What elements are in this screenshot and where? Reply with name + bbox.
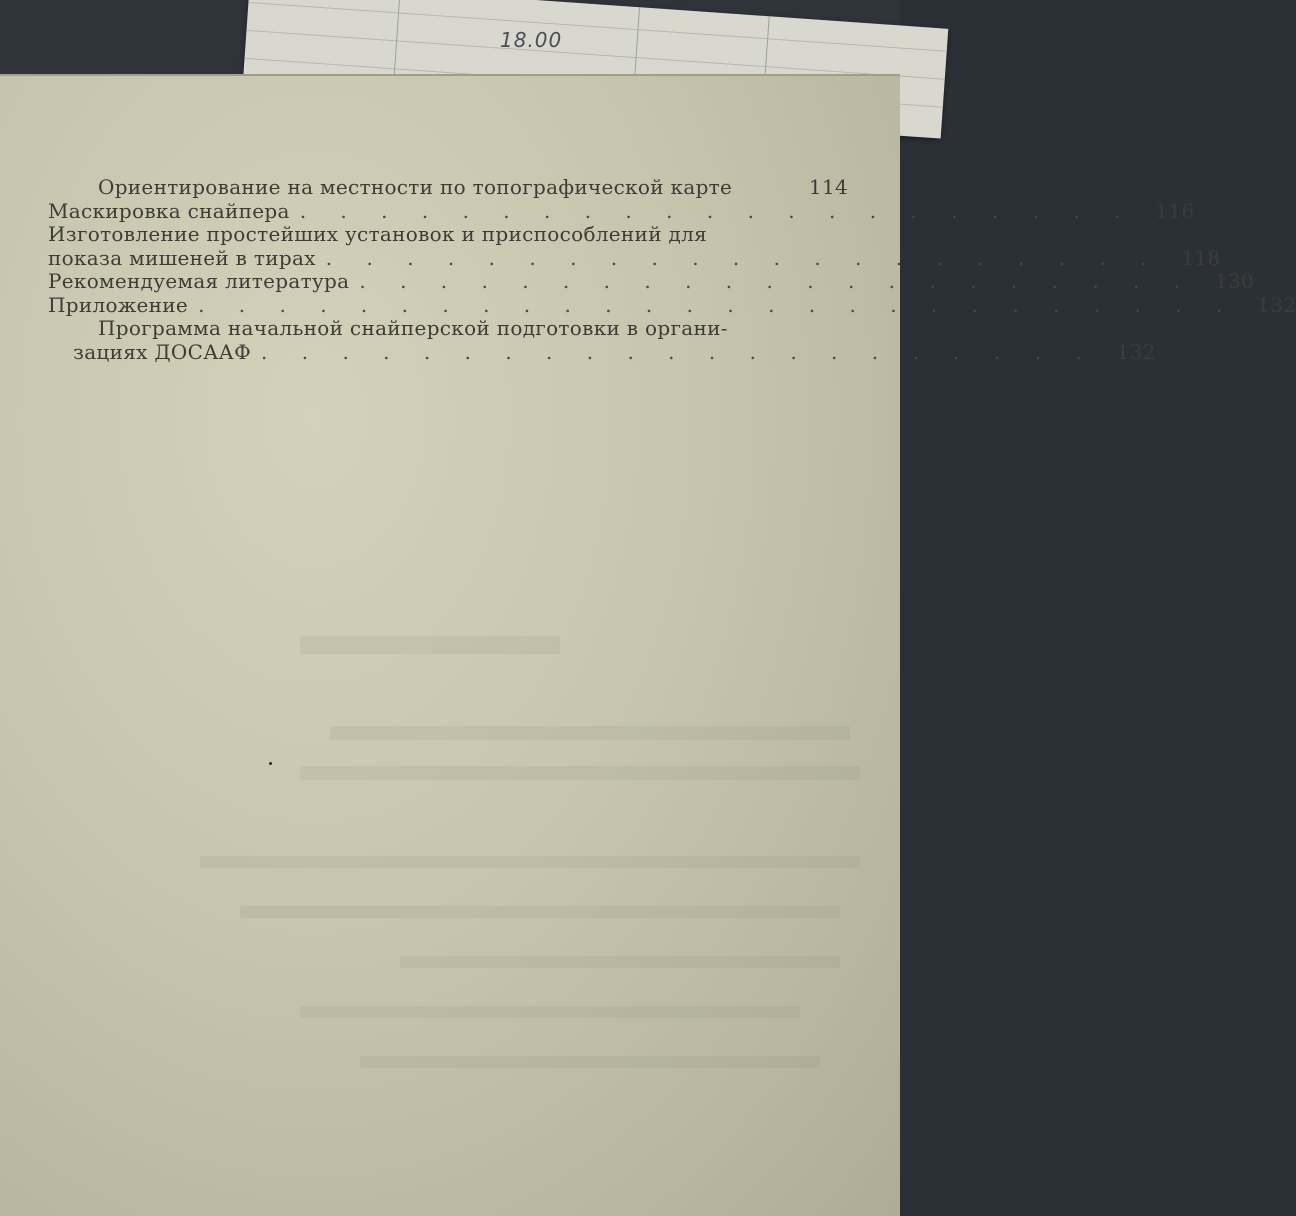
- table-of-contents: [48, 175, 1296, 364]
- dot-leader: . . . . . . . . . . . . . . . . . . . . .: [261, 339, 1096, 364]
- toc-entry-title-line2: показа мишеней в тирах: [48, 245, 316, 270]
- toc-entry-title-line2: зациях ДОСААФ: [73, 339, 252, 364]
- dot-leader: . . . . . . . . . . . . . . . . . . . . . . . . . .: [198, 292, 1237, 317]
- toc-entry: [48, 316, 1156, 364]
- toc-entry-page: 118: [1181, 245, 1221, 270]
- toc-entry: [48, 222, 1221, 270]
- toc-entry: [48, 176, 848, 200]
- toc-entry-title: Рекомендуемая литература: [48, 269, 350, 293]
- toc-entry: [48, 198, 1195, 224]
- dot-leader: . . . . . . . . . . . . . . . . . . . . .: [325, 245, 1161, 270]
- book-page: [0, 74, 1296, 1216]
- toc-entry-page: 114: [808, 175, 848, 199]
- toc-entry-page: 132: [1257, 292, 1296, 317]
- toc-entry-page: 130: [1214, 269, 1255, 293]
- toc-entry-title-line1: Изготовление простейших установок и приспособлений для: [48, 222, 708, 246]
- paper-speck: [269, 762, 272, 765]
- toc-entry-page: 116: [1155, 198, 1195, 223]
- dot-leader: . . . . . . . . . . . . . . . . . . . . .: [299, 198, 1135, 223]
- toc-entry: [48, 269, 1255, 294]
- handwritten-note: 18.00: [500, 28, 563, 52]
- toc-entry-title: Приложение: [48, 292, 189, 317]
- toc-entry-title-line1: Программа начальной снайперской подготовки в органи-: [98, 316, 728, 340]
- dot-leader: . . . . . . . . . . . . . . . . . . . . .: [359, 269, 1195, 293]
- toc-entry-title: Ориентирование на местности по топографической карте: [98, 175, 733, 199]
- toc-entry-title: Маскировка снайпера: [48, 198, 290, 223]
- toc-entry-page: 132: [1116, 339, 1156, 364]
- toc-entry: [48, 292, 1296, 318]
